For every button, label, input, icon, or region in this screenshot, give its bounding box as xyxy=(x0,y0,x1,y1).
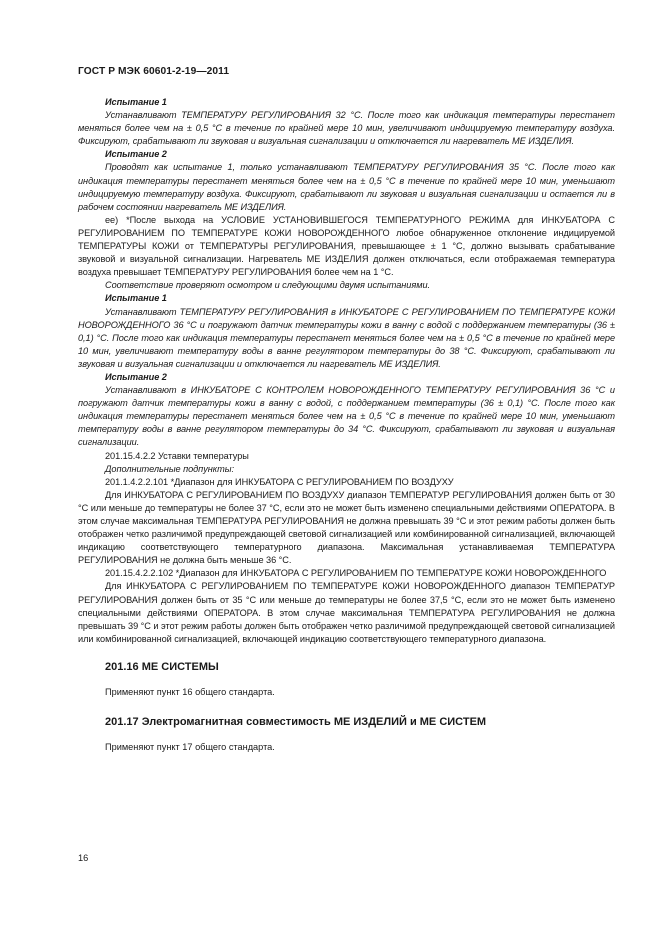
paragraph: Устанавливают ТЕМПЕРАТУРУ РЕГУЛИРОВАНИЯ 32 °С. После того как индикация температуры перестанет меняться более чем на ± 0,5 °С в течение по крайней мере 10 мин, увеличивают индицируемую температуру воздуха. Фиксируют, срабатывают ли звуковая и визуальная сигнализации и отключается ли нагреватель МЕ ИЗДЕЛИЯ. xyxy=(78,110,615,147)
section-17-body: Применяют пункт 17 общего стандарта. xyxy=(105,741,275,752)
paragraph-list xyxy=(78,96,615,646)
document-header: ГОСТ Р МЭК 60601-2-19—2011 xyxy=(78,66,230,77)
test-heading: Испытание 2 xyxy=(105,149,167,160)
paragraph: 201.15.4.2.2 Уставки температуры xyxy=(105,450,249,461)
section-16-body: Применяют пункт 16 общего стандарта. xyxy=(105,686,275,697)
page-number: 16 xyxy=(78,853,89,863)
page-body xyxy=(78,96,615,754)
paragraph: Дополнительные подпункты: xyxy=(105,463,234,474)
paragraph: ее) *После выхода на УСЛОВИЕ УСТАНОВИВШЕГОСЯ ТЕМПЕРАТУРНОГО РЕЖИМА для ИНКУБАТОРА С РЕГУЛИРОВАНИЕМ ПО ТЕМПЕРАТУРЕ КОЖИ НОВОРОЖДЕННОГО любое обнаруженное отклонение индицируемой ТЕМПЕРАТУРЫ КОЖИ от ТЕМПЕРАТУРЫ РЕГУЛИРОВАНИЯ, превышающее ± 1 °С, должно вызывать срабатывание звуковой и визуальной сигнализации. Нагреватель МЕ ИЗДЕЛИЯ должен отключаться, если отображаемая температура воздуха превышает ТЕМПЕРАТУРУ РЕГУЛИРОВАНИЯ более чем на 1 °С. xyxy=(78,214,615,278)
paragraph: Соответствие проверяют осмотром и следующими двумя испытаниями. xyxy=(105,280,431,291)
test-heading: Испытание 2 xyxy=(105,371,167,382)
paragraph: Для ИНКУБАТОРА С РЕГУЛИРОВАНИЕМ ПО ВОЗДУХУ диапазон ТЕМПЕРАТУР РЕГУЛИРОВАНИЯ должен быть от 30 °С или меньше до температуры не более 37 °С, если это не может быть изменено специальными действиями ОПЕРАТОРА. В этом случае максимальная ТЕМПЕРАТУРА РЕГУЛИРОВАНИЯ не должна превышать 39 °С и этот режим работы должен быть отображен четко различимой предупреждающей световой сигнализацией или комбинированной сигнализацией, включающей индикацию соответствующего температурного диапазона. Максимальная устанавливаемая ТЕМПЕРАТУРА РЕГУЛИРОВАНИЯ не должна быть меньше 36 °С. xyxy=(78,489,615,566)
paragraph: Для ИНКУБАТОРА С РЕГУЛИРОВАНИЕМ ПО ТЕМПЕРАТУРЕ КОЖИ НОВОРОЖДЕННОГО диапазон ТЕМПЕРАТУР РЕГУЛИРОВАНИЯ должен быть от 35 °С или меньше до температуры не более 37,5 °С, если это не может быть изменено специальными действиями ОПЕРАТОРА. В этом случае максимальная ТЕМПЕРАТУРА РЕГУЛИРОВАНИЯ не должна превышать 39 °С и этот режим работы должен быть отображен четко различимой предупреждающей световой сигнализацией или комбинированной сигнализацией, включающей индикацию соответствующего температурного диапазона. xyxy=(78,581,615,644)
section-17-heading: 201.17 Электромагнитная совместимость МЕ ИЗДЕЛИЙ и МЕ СИСТЕМ xyxy=(105,715,487,728)
paragraph: 201.1.4.2.2.101 *Диапазон для ИНКУБАТОРА С РЕГУЛИРОВАНИЕМ ПО ВОЗДУХУ xyxy=(105,476,454,487)
paragraph: Устанавливают в ИНКУБАТОРЕ С КОНТРОЛЕМ НОВОРОЖДЕННОГО ТЕМПЕРАТУРУ РЕГУЛИРОВАНИЯ 36 °С и погружают датчик температуры кожи в ванну с водой, с поддержанием температуры (36 ± 0,1) °С. После того как индикация температуры перестанет меняться более чем на ± 0,5 °С в течение по крайней мере 10 мин, уменьшают температуру воды в ванне регулятором температуры до 34 °С. Фиксируют, срабатывают ли звуковая и визуальная сигнализации. xyxy=(78,385,615,448)
paragraph: 201.15.4.2.2.102 *Диапазон для ИНКУБАТОРА С РЕГУЛИРОВАНИЕМ ПО ТЕМПЕРАТУРЕ КОЖИ НОВОРОЖДЕННОГО xyxy=(105,568,607,579)
section-16-heading: 201.16 МЕ СИСТЕМЫ xyxy=(105,660,219,673)
paragraph: Устанавливают ТЕМПЕРАТУРУ РЕГУЛИРОВАНИЯ в ИНКУБАТОРЕ С РЕГУЛИРОВАНИЕМ ПО ТЕМПЕРАТУРЕ КОЖИ НОВОРОЖДЕННОГО 36 °С и погружают датчик температуры кожи в ванну с водой с поддержанием температуры (36 ± 0,1) °С. После того как индикация температуры перестанет меняться более чем на ± 0,5 °С в течение по крайней мере 10 мин, увеличивают температуру воды в ванне регулятором температуры до 38 °С. Фиксируют, срабатывают ли звуковая и визуальная сигнализации и отключается ли нагреватель МЕ ИЗДЕЛИЯ. xyxy=(78,306,615,369)
paragraph: Проводят как испытание 1, только устанавливают ТЕМПЕРАТУРУ РЕГУЛИРОВАНИЯ 35 °С. После того как индикация температуры перестанет меняться более чем на ± 0,5 °С в течение по крайней мере 10 мин, уменьшают индицируемую температуру воздуха. Фиксируют, срабатывают ли звуковая и визуальная сигнализации и остается ли в рабочем состоянии нагреватель МЕ ИЗДЕЛИЯ. xyxy=(78,162,615,212)
test-heading: Испытание 1 xyxy=(105,293,167,304)
test-heading: Испытание 1 xyxy=(105,97,167,107)
